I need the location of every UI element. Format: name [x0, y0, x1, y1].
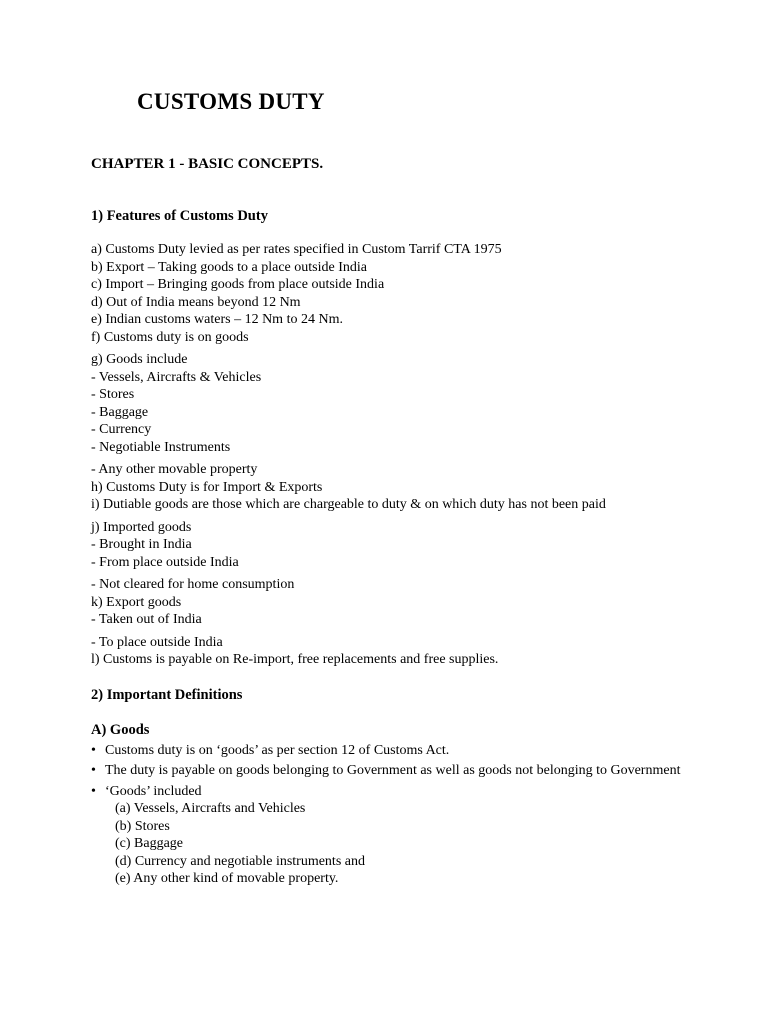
- text-line: - Baggage: [91, 404, 149, 420]
- document-title: CUSTOMS DUTY: [137, 89, 325, 114]
- bullet-text: ‘Goods’ included: [105, 783, 202, 799]
- list-item: (a) Vessels, Aircrafts and Vehicles: [115, 801, 306, 816]
- text-line: - Brought in India: [91, 537, 192, 552]
- text-line: k) Export goods: [91, 594, 182, 610]
- bullet-marker-icon: •: [91, 742, 96, 758]
- section-heading: 1) Features of Customs Duty: [91, 208, 268, 224]
- text-line: e) Indian customs waters – 12 Nm to 24 Nm.: [91, 312, 343, 327]
- text-line: - Vessels, Aircrafts & Vehicles: [91, 369, 262, 385]
- list-item: (d) Currency and negotiable instruments and: [115, 853, 365, 869]
- text-line: g) Goods include: [91, 352, 188, 367]
- bullet-marker-icon: •: [91, 783, 96, 799]
- text-line: a) Customs Duty levied as per rates specified in Custom Tarrif CTA 1975: [91, 242, 502, 257]
- bullet-text: Customs duty is on ‘goods’ as per section 12 of Customs Act.: [105, 742, 450, 758]
- text-line: - To place outside India: [91, 634, 223, 650]
- text-line: i) Dutiable goods are those which are chargeable to duty & on which duty has not been paid: [91, 497, 606, 512]
- text-line: - Any other movable property: [91, 462, 258, 477]
- text-line: j) Imported goods: [91, 519, 192, 535]
- section-heading: A) Goods: [91, 721, 150, 738]
- list-item: (b) Stores: [115, 818, 170, 834]
- chapter-heading: CHAPTER 1 - BASIC CONCEPTS.: [91, 156, 324, 172]
- text-line: - Taken out of India: [91, 612, 202, 627]
- bullet-marker-icon: •: [91, 763, 96, 778]
- document-body: [91, 155, 713, 888]
- bullet-text: The duty is payable on goods belonging to Government as well as goods not belonging to Government: [105, 763, 681, 778]
- text-line: h) Customs Duty is for Import & Exports: [91, 479, 323, 495]
- section-heading: 2) Important Definitions: [91, 686, 243, 703]
- text-line: - Not cleared for home consumption: [91, 577, 295, 592]
- bullet-item: [91, 762, 713, 780]
- text-line: b) Export – Taking goods to a place outside India: [91, 259, 367, 275]
- bullet-item: [91, 742, 713, 760]
- text-line: d) Out of India means beyond 12 Nm: [91, 294, 301, 310]
- list-item: (e) Any other kind of movable property.: [115, 871, 339, 886]
- list-item: (c) Baggage: [115, 836, 184, 851]
- text-line: l) Customs is payable on Re-import, free replacements and free supplies.: [91, 652, 499, 667]
- text-line: - From place outside India: [91, 554, 239, 570]
- text-line: - Currency: [91, 422, 152, 437]
- text-line: - Negotiable Instruments: [91, 439, 231, 455]
- text-line: f) Customs duty is on goods: [91, 329, 249, 345]
- bullet-item: [91, 783, 713, 801]
- text-line: - Stores: [91, 387, 135, 402]
- document-content: [91, 88, 713, 888]
- text-line: c) Import – Bringing goods from place outside India: [91, 277, 385, 292]
